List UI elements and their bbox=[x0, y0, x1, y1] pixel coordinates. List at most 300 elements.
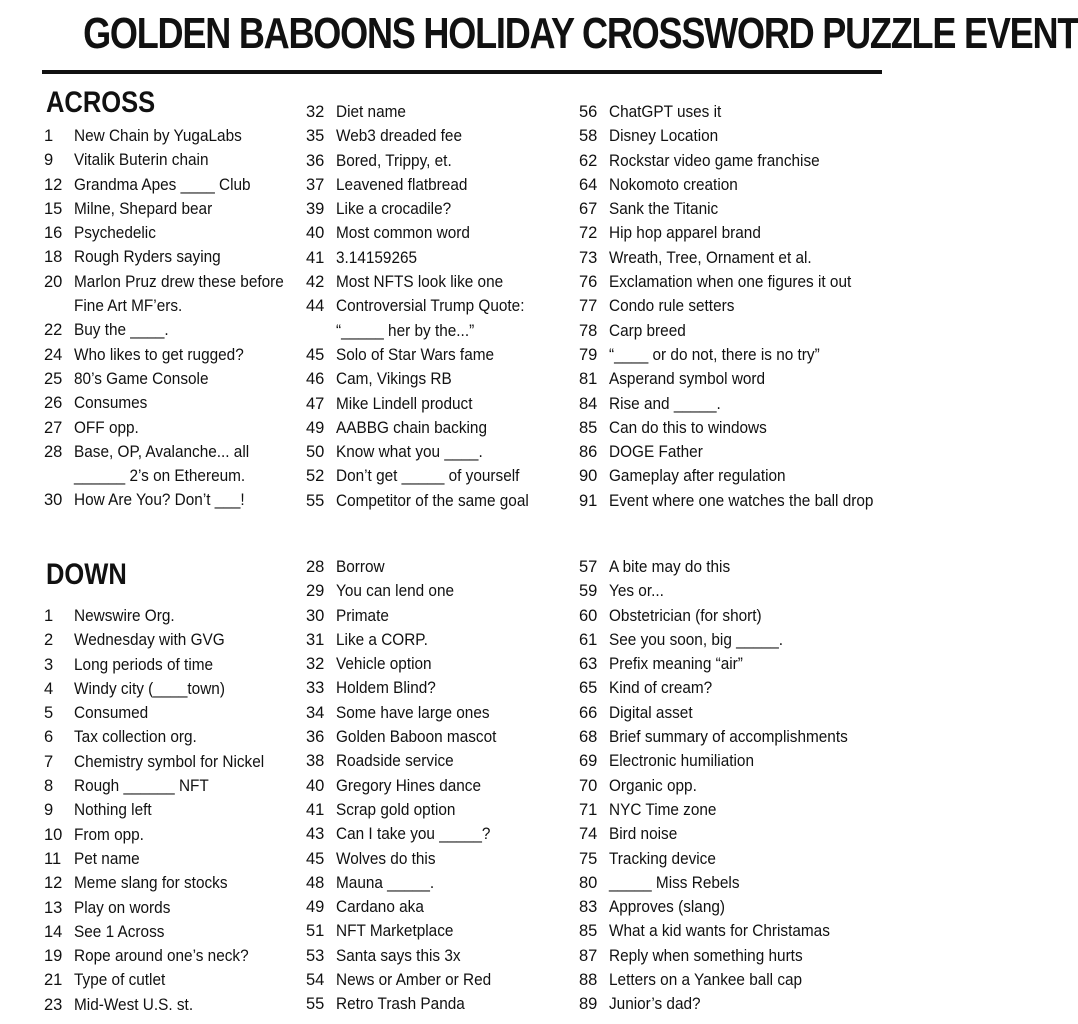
clue-item bbox=[579, 149, 893, 173]
clue-text: Most NFTS look like one bbox=[336, 273, 504, 292]
clue-item bbox=[579, 367, 893, 391]
clue-number: 76 bbox=[579, 273, 598, 292]
clue-number: 67 bbox=[579, 200, 598, 219]
clue-number: 58 bbox=[579, 127, 598, 146]
clue-item bbox=[44, 677, 278, 701]
clue-text: Newswire Org. bbox=[74, 607, 175, 625]
clue-number: 73 bbox=[579, 248, 598, 267]
clue-item bbox=[579, 294, 893, 318]
clue-number: 72 bbox=[579, 224, 598, 243]
clue-number: 21 bbox=[44, 971, 63, 990]
clue-item bbox=[44, 653, 278, 677]
clue-number: 85 bbox=[579, 418, 598, 437]
clue-text: Consumed bbox=[74, 704, 149, 723]
down-column-2 bbox=[306, 555, 508, 1017]
clue-number: 1 bbox=[44, 607, 54, 625]
clue-number: 42 bbox=[306, 273, 325, 292]
clue-item bbox=[306, 798, 508, 822]
clue-text: Asperand symbol word bbox=[609, 370, 766, 389]
clue-text: Disney Location bbox=[609, 127, 719, 146]
clue-item bbox=[44, 124, 300, 148]
clue-item bbox=[306, 749, 508, 773]
clue-number: 35 bbox=[306, 127, 325, 146]
clue-text: Like a crocadile? bbox=[336, 200, 452, 219]
clue-item bbox=[44, 148, 300, 172]
clue-text: Roadside service bbox=[336, 752, 454, 771]
clue-item bbox=[579, 173, 893, 197]
clue-text-continued: “_____ her by the...” bbox=[336, 321, 475, 340]
clue-number: 90 bbox=[579, 467, 598, 486]
clue-text: See 1 Across bbox=[74, 922, 165, 941]
clue-item bbox=[579, 628, 866, 652]
clue-item bbox=[306, 944, 508, 968]
clue-text: Letters on a Yankee ball cap bbox=[609, 971, 803, 990]
clue-number: 40 bbox=[306, 224, 325, 243]
clue-text: Brief summary of accomplishments bbox=[609, 728, 848, 747]
clue-number: 64 bbox=[579, 175, 598, 194]
clue-text: A bite may do this bbox=[609, 558, 731, 576]
clue-text: _____ Miss Rebels bbox=[609, 873, 740, 892]
clue-number: 23 bbox=[44, 995, 63, 1014]
clue-text: Windy city (____town) bbox=[74, 679, 225, 698]
clue-text: Mid-West U.S. st. bbox=[74, 995, 194, 1014]
clue-number: 2 bbox=[44, 631, 54, 650]
clue-text: Cam, Vikings RB bbox=[336, 370, 452, 389]
clue-number: 41 bbox=[306, 248, 325, 267]
clue-number: 9 bbox=[44, 151, 54, 170]
clue-item bbox=[44, 367, 300, 391]
clue-number: 18 bbox=[44, 248, 63, 267]
clue-number: 38 bbox=[306, 752, 325, 771]
clue-number: 13 bbox=[44, 898, 63, 917]
clue-number: 27 bbox=[44, 418, 63, 437]
clue-item bbox=[306, 464, 543, 488]
clue-item bbox=[44, 750, 278, 774]
clue-item bbox=[306, 489, 543, 513]
clue-item bbox=[579, 652, 866, 676]
clue-text: Carp breed bbox=[609, 321, 686, 340]
clue-text: NFT Marketplace bbox=[336, 922, 454, 941]
clue-text: Competitor of the same goal bbox=[336, 491, 529, 510]
clue-text: Mike Lindell product bbox=[336, 394, 473, 413]
clue-text: Like a CORP. bbox=[336, 630, 428, 649]
clue-text: Golden Baboon mascot bbox=[336, 728, 497, 747]
clue-item bbox=[306, 919, 508, 943]
clue-item bbox=[579, 319, 893, 343]
clue-item bbox=[579, 124, 893, 148]
clue-number: 44 bbox=[306, 297, 325, 316]
clue-number: 57 bbox=[579, 558, 598, 576]
clue-text: Buy the ____. bbox=[74, 321, 169, 340]
clue-item bbox=[44, 798, 278, 822]
clue-item bbox=[306, 652, 508, 676]
clue-number: 56 bbox=[579, 103, 598, 121]
clue-item bbox=[44, 774, 278, 798]
clue-item bbox=[579, 944, 866, 968]
clue-number: 15 bbox=[44, 199, 63, 218]
clue-item bbox=[579, 221, 893, 245]
clue-item bbox=[306, 246, 543, 270]
clue-text: Exclamation when one figures it out bbox=[609, 273, 852, 292]
clue-item bbox=[306, 416, 543, 440]
clue-text: 3.14159265 bbox=[336, 248, 418, 267]
clue-text: Kind of cream? bbox=[609, 679, 713, 698]
clue-number: 48 bbox=[306, 873, 325, 892]
clue-item bbox=[306, 343, 543, 367]
clue-text: Obstetrician (for short) bbox=[609, 606, 762, 625]
clue-text: News or Amber or Red bbox=[336, 971, 492, 990]
clue-text: Solo of Star Wars fame bbox=[336, 345, 495, 364]
clue-text: Nokomoto creation bbox=[609, 175, 738, 194]
clue-item bbox=[306, 440, 543, 464]
clue-text: Wolves do this bbox=[336, 849, 436, 868]
clue-item bbox=[306, 895, 508, 919]
clue-item bbox=[579, 725, 866, 749]
clue-number: 24 bbox=[44, 345, 63, 364]
clue-item bbox=[44, 270, 300, 319]
clue-number: 12 bbox=[44, 175, 63, 194]
clue-text: Mauna _____. bbox=[336, 873, 435, 892]
across-column-3 bbox=[579, 100, 893, 513]
clue-text: Rope around one’s neck? bbox=[74, 947, 249, 966]
clue-item bbox=[579, 919, 866, 943]
clue-number: 37 bbox=[306, 175, 325, 194]
clue-item bbox=[579, 489, 893, 513]
clue-number: 75 bbox=[579, 849, 598, 868]
clue-number: 36 bbox=[306, 151, 325, 170]
clue-number: 79 bbox=[579, 345, 598, 364]
clue-number: 51 bbox=[306, 922, 325, 941]
clue-item bbox=[579, 416, 893, 440]
clue-text: Some have large ones bbox=[336, 703, 490, 722]
clue-text: AABBG chain backing bbox=[336, 418, 487, 437]
clue-number: 52 bbox=[306, 467, 325, 486]
clue-number: 89 bbox=[579, 995, 598, 1014]
clue-text: Diet name bbox=[336, 103, 406, 121]
clue-text: Gameplay after regulation bbox=[609, 467, 786, 486]
clue-number: 49 bbox=[306, 418, 325, 437]
clue-text: New Chain by YugaLabs bbox=[74, 127, 242, 145]
clue-text: Santa says this 3x bbox=[336, 946, 461, 965]
clue-item bbox=[306, 100, 543, 124]
down-heading: DOWN bbox=[46, 558, 127, 591]
clue-text: Pet name bbox=[74, 849, 140, 868]
clue-number: 80 bbox=[579, 873, 598, 892]
clue-text: Digital asset bbox=[609, 703, 693, 722]
clue-item bbox=[306, 628, 508, 652]
clue-number: 85 bbox=[579, 922, 598, 941]
clue-item bbox=[306, 294, 543, 343]
across-heading: ACROSS bbox=[46, 86, 156, 119]
clue-number: 77 bbox=[579, 297, 598, 316]
clue-text: Borrow bbox=[336, 558, 385, 576]
clue-item bbox=[306, 579, 508, 603]
clue-number: 32 bbox=[306, 103, 325, 121]
clue-number: 19 bbox=[44, 947, 63, 966]
clue-item bbox=[579, 676, 866, 700]
clue-number: 28 bbox=[44, 442, 63, 461]
clue-text: Long periods of time bbox=[74, 655, 214, 674]
clue-text: Who likes to get rugged? bbox=[74, 345, 244, 364]
clue-text: Base, OP, Avalanche... all bbox=[74, 442, 250, 461]
clue-number: 9 bbox=[44, 801, 54, 820]
clue-number: 11 bbox=[44, 849, 62, 868]
clue-item bbox=[579, 604, 866, 628]
clue-item bbox=[306, 992, 508, 1016]
clue-number: 7 bbox=[44, 752, 54, 771]
clue-number: 4 bbox=[44, 679, 54, 698]
clue-item bbox=[579, 871, 866, 895]
clue-text: Bored, Trippy, et. bbox=[336, 151, 452, 170]
clue-number: 59 bbox=[579, 582, 598, 601]
clue-item bbox=[44, 896, 278, 920]
clue-item bbox=[306, 367, 543, 391]
clue-number: 68 bbox=[579, 728, 598, 747]
clue-number: 33 bbox=[306, 679, 325, 698]
clue-number: 10 bbox=[44, 825, 63, 844]
clue-item bbox=[306, 555, 508, 579]
clue-number: 34 bbox=[306, 703, 325, 722]
clue-text: OFF opp. bbox=[74, 418, 139, 437]
clue-item bbox=[44, 871, 278, 895]
clue-item bbox=[44, 318, 300, 342]
clue-item bbox=[306, 221, 543, 245]
clue-text: Rough Ryders saying bbox=[74, 248, 221, 267]
clue-text: “____ or do not, there is no try” bbox=[609, 345, 820, 364]
clue-text: Hip hop apparel brand bbox=[609, 224, 761, 243]
clue-number: 60 bbox=[579, 606, 598, 625]
clue-item bbox=[579, 822, 866, 846]
clue-number: 30 bbox=[306, 606, 325, 625]
clue-text: Most common word bbox=[336, 224, 470, 243]
clue-text: Type of cutlet bbox=[74, 971, 166, 990]
clue-text-continued: Fine Art MF’ers. bbox=[74, 297, 183, 316]
clue-text: Yes or... bbox=[609, 582, 664, 601]
clue-number: 12 bbox=[44, 874, 63, 893]
clue-number: 78 bbox=[579, 321, 598, 340]
clue-text: Rough ______ NFT bbox=[74, 777, 209, 796]
clue-item bbox=[44, 391, 300, 415]
clue-text: Controversial Trump Quote: bbox=[336, 297, 525, 316]
clue-number: 31 bbox=[306, 630, 325, 649]
clue-text: NYC Time zone bbox=[609, 800, 717, 819]
clue-item bbox=[579, 968, 866, 992]
clue-number: 65 bbox=[579, 679, 598, 698]
clue-text: What a kid wants for Christamas bbox=[609, 922, 830, 941]
clue-item bbox=[306, 149, 543, 173]
clue-number: 28 bbox=[306, 558, 325, 576]
clue-number: 45 bbox=[306, 849, 325, 868]
clue-text: Scrap gold option bbox=[336, 800, 456, 819]
clue-number: 5 bbox=[44, 704, 54, 723]
clue-number: 71 bbox=[579, 800, 598, 819]
clue-number: 53 bbox=[306, 946, 325, 965]
clue-text: Gregory Hines dance bbox=[336, 776, 482, 795]
clue-item bbox=[306, 774, 508, 798]
clue-item bbox=[306, 197, 543, 221]
clue-text: Chemistry symbol for Nickel bbox=[74, 752, 265, 771]
page-title: GOLDEN BABOONS HOLIDAY CROSSWORD PUZZLE EVENT bbox=[83, 9, 1078, 58]
clue-item bbox=[306, 822, 508, 846]
clue-text: Bird noise bbox=[609, 825, 678, 844]
clue-number: 91 bbox=[579, 491, 598, 510]
clue-text: Organic opp. bbox=[609, 776, 697, 795]
clue-text: Meme slang for stocks bbox=[74, 874, 228, 893]
clue-number: 6 bbox=[44, 728, 54, 747]
clue-number: 74 bbox=[579, 825, 598, 844]
clue-item bbox=[306, 968, 508, 992]
clue-text: Tax collection org. bbox=[74, 728, 197, 747]
across-column-2 bbox=[306, 100, 543, 513]
clue-number: 70 bbox=[579, 776, 598, 795]
clue-item bbox=[579, 464, 893, 488]
clue-text: Don’t get _____ of yourself bbox=[336, 467, 520, 486]
clue-item bbox=[44, 993, 278, 1017]
down-column-3 bbox=[579, 555, 866, 1017]
clue-number: 47 bbox=[306, 394, 325, 413]
clue-item bbox=[579, 392, 893, 416]
clue-text: Condo rule setters bbox=[609, 297, 735, 316]
clue-number: 87 bbox=[579, 946, 598, 965]
clue-number: 26 bbox=[44, 394, 63, 413]
clue-number: 3 bbox=[44, 655, 54, 674]
clue-item bbox=[44, 920, 278, 944]
clue-number: 66 bbox=[579, 703, 598, 722]
clue-item bbox=[306, 871, 508, 895]
clue-text: Retro Trash Panda bbox=[336, 995, 465, 1014]
clue-number: 46 bbox=[306, 370, 325, 389]
clue-item bbox=[579, 895, 866, 919]
clue-text-continued: ______ 2’s on Ethereum. bbox=[74, 467, 246, 486]
clue-item bbox=[579, 555, 866, 579]
clue-text: Consumes bbox=[74, 394, 148, 413]
clue-text: Reply when something hurts bbox=[609, 946, 803, 965]
clue-number: 30 bbox=[44, 491, 63, 510]
clue-text: You can lend one bbox=[336, 582, 455, 601]
across-column-1 bbox=[44, 124, 300, 513]
clue-item bbox=[44, 968, 278, 992]
clue-item bbox=[306, 701, 508, 725]
clue-text: From opp. bbox=[74, 825, 144, 844]
clue-number: 39 bbox=[306, 200, 325, 219]
clue-text: Marlon Pruz drew these before bbox=[74, 272, 284, 291]
clue-item bbox=[579, 579, 866, 603]
clue-item bbox=[44, 944, 278, 968]
clue-text: Grandma Apes ____ Club bbox=[74, 175, 251, 194]
clue-text: Approves (slang) bbox=[609, 898, 726, 917]
clue-text: Can I take you _____? bbox=[336, 825, 491, 844]
clue-item bbox=[579, 701, 866, 725]
clue-number: 40 bbox=[306, 776, 325, 795]
clue-text: Sank the Titanic bbox=[609, 200, 719, 219]
clue-item bbox=[306, 173, 543, 197]
clue-number: 88 bbox=[579, 971, 598, 990]
down-column-1 bbox=[44, 604, 278, 1017]
clue-item bbox=[306, 847, 508, 871]
clue-number: 14 bbox=[44, 922, 63, 941]
clue-item bbox=[306, 270, 543, 294]
clue-item bbox=[579, 343, 893, 367]
clue-item bbox=[579, 246, 893, 270]
clue-item bbox=[44, 604, 278, 628]
clue-item bbox=[306, 392, 543, 416]
clue-number: 20 bbox=[44, 272, 63, 291]
clue-item bbox=[306, 725, 508, 749]
clue-number: 32 bbox=[306, 655, 325, 674]
clue-item bbox=[44, 440, 300, 489]
clue-item bbox=[44, 173, 300, 197]
clue-number: 41 bbox=[306, 800, 325, 819]
clue-text: Vitalik Buterin chain bbox=[74, 151, 209, 170]
clue-item bbox=[44, 725, 278, 749]
clue-text: Wreath, Tree, Ornament et al. bbox=[609, 248, 812, 267]
clue-item bbox=[579, 100, 893, 124]
clue-text: Wednesday with GVG bbox=[74, 631, 225, 650]
clue-text: Psychedelic bbox=[74, 224, 156, 243]
clue-number: 45 bbox=[306, 345, 325, 364]
clue-number: 55 bbox=[306, 491, 325, 510]
clue-text: See you soon, big _____. bbox=[609, 630, 784, 649]
title-divider bbox=[42, 70, 882, 74]
clue-item bbox=[579, 440, 893, 464]
clue-item bbox=[579, 749, 866, 773]
clue-item bbox=[44, 343, 300, 367]
clue-text: Prefix meaning “air” bbox=[609, 655, 743, 674]
clue-number: 50 bbox=[306, 443, 325, 462]
clue-text: Milne, Shepard bear bbox=[74, 199, 213, 218]
clue-item bbox=[44, 221, 300, 245]
clue-item bbox=[579, 847, 866, 871]
clue-text: Electronic humiliation bbox=[609, 752, 754, 771]
clue-text: Web3 dreaded fee bbox=[336, 127, 462, 146]
clue-item bbox=[579, 197, 893, 221]
clue-text: Junior’s dad? bbox=[609, 995, 701, 1014]
clue-number: 16 bbox=[44, 224, 63, 243]
clue-item bbox=[579, 798, 866, 822]
clue-number: 55 bbox=[306, 995, 325, 1014]
clue-text: Play on words bbox=[74, 898, 171, 917]
clue-number: 61 bbox=[579, 630, 598, 649]
clue-item bbox=[306, 604, 508, 628]
clue-number: 43 bbox=[306, 825, 325, 844]
clue-text: Cardano aka bbox=[336, 898, 424, 917]
clue-number: 63 bbox=[579, 655, 598, 674]
clue-item bbox=[44, 488, 300, 512]
clue-item bbox=[44, 628, 278, 652]
clue-number: 83 bbox=[579, 898, 598, 917]
clue-text: Leavened flatbread bbox=[336, 175, 468, 194]
clue-item bbox=[579, 774, 866, 798]
clue-text: DOGE Father bbox=[609, 443, 703, 462]
clue-item bbox=[306, 124, 543, 148]
clue-number: 86 bbox=[579, 443, 598, 462]
clue-text: 80’s Game Console bbox=[74, 369, 209, 388]
clue-text: Know what you ____. bbox=[336, 443, 483, 462]
clue-item bbox=[44, 197, 300, 221]
clue-item bbox=[44, 245, 300, 269]
clue-item bbox=[44, 823, 278, 847]
clue-text: How Are You? Don’t ___! bbox=[74, 491, 245, 510]
clue-text: Vehicle option bbox=[336, 655, 432, 674]
clue-text: Rockstar video game franchise bbox=[609, 151, 820, 170]
clue-item bbox=[44, 416, 300, 440]
clue-number: 25 bbox=[44, 369, 63, 388]
clue-item bbox=[44, 847, 278, 871]
clue-item bbox=[579, 270, 893, 294]
clue-number: 54 bbox=[306, 971, 325, 990]
clue-number: 1 bbox=[44, 127, 54, 145]
clue-number: 84 bbox=[579, 394, 598, 413]
